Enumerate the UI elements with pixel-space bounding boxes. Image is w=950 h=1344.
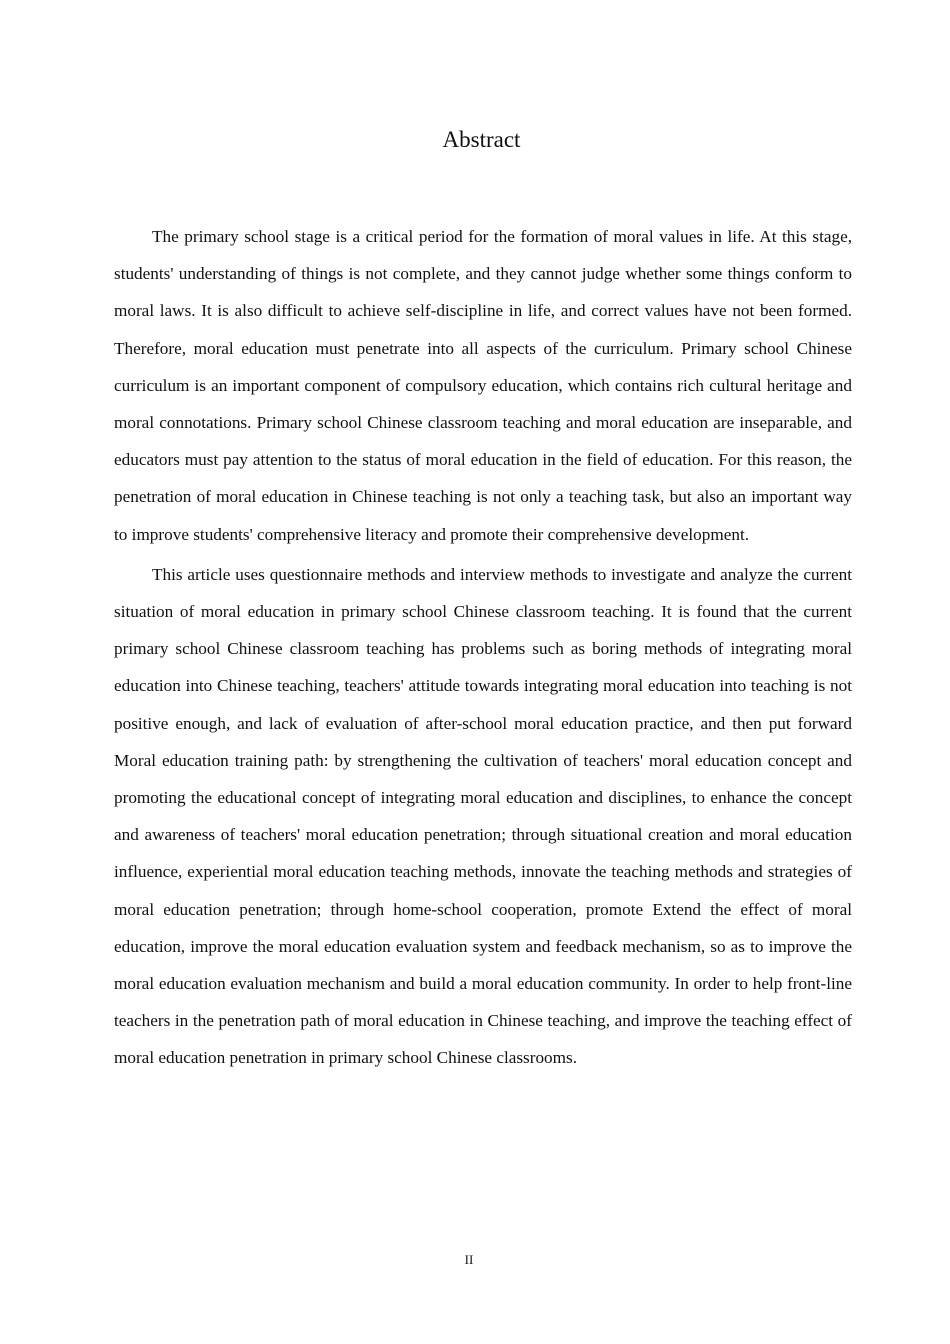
abstract-paragraph-2: This article uses questionnaire methods and interview methods to investigate and analyze the current situation of moral education in primary school Chinese classroom teaching. It is found that the current primary school Chinese classroom teaching has problems such as boring methods of integrating moral education into Chinese teaching, teachers' attitude towards integrating moral education into teaching is not positive enough, and lack of evaluation of after-school moral education practice, and then put forward Moral education training path: by strengthening the cultivation of teachers' moral education concept and promoting the educational concept of integrating moral education and disciplines, to enhance the concept and awareness of teachers' moral education penetration; through situational creation and moral education influence, experiential moral education teaching methods, innovate the teaching methods and strategies of moral education penetration; through home-school cooperation, promote Extend the effect of moral education, improve the moral education evaluation system and feedback mechanism, so as to improve the moral education evaluation mechanism and build a moral education community. In order to help front-line teachers in the penetration path of moral education in Chinese teaching, and improve the teaching effect of moral education penetration in primary school Chinese classrooms.	[114, 564, 852, 1068]
page-number: II	[464, 1252, 474, 1267]
abstract-body	[114, 218, 852, 1080]
abstract-paragraph-1: The primary school stage is a critical period for the formation of moral values in life. At this stage, students' understanding of things is not complete, and they cannot judge whether some things conform to moral laws. It is also difficult to achieve self-discipline in life, and correct values have not been formed. Therefore, moral education must penetrate into all aspects of the curriculum. Primary school Chinese curriculum is an important component of compulsory education, which contains rich cultural heritage and moral connotations. Primary school Chinese classroom teaching and moral education are inseparable, and educators must pay attention to the status of moral education in the field of education. For this reason, the penetration of moral education in Chinese teaching is not only a teaching task, but also an important way to improve students' comprehensive literacy and promote their comprehensive development.	[114, 227, 852, 544]
page-title: Abstract	[442, 127, 521, 152]
